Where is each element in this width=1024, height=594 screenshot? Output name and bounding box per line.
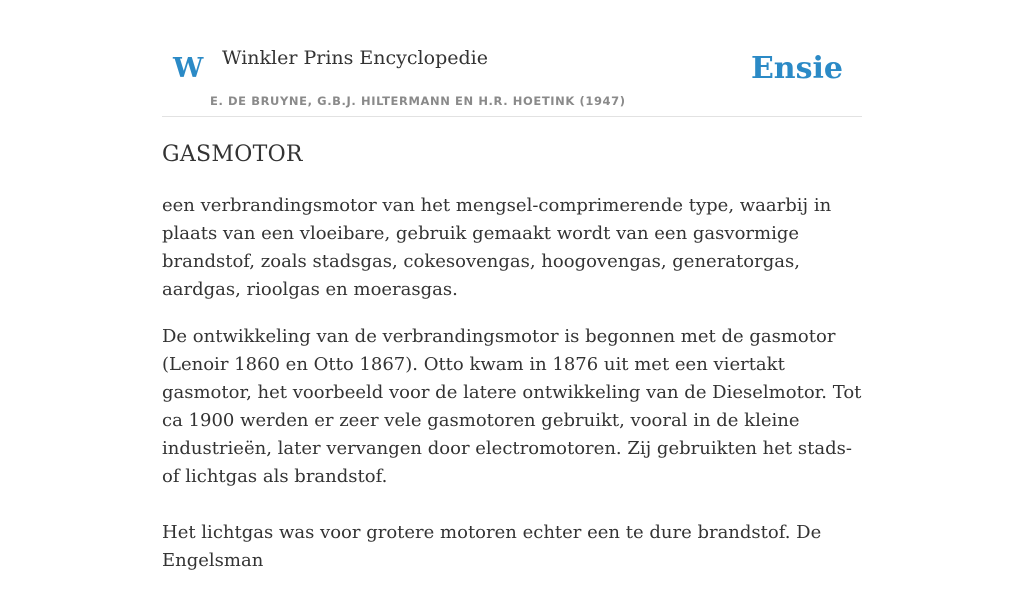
entry-paragraph: De ontwikkeling van de verbrandingsmotor is begonnen met de gasmotor (Lenoir 1860 en Otto 1867). Otto kwam in 1876 uit met een viertakt gasmotor, het voorbeeld voor de latere ontwikkeling van de Dieselmotor. Tot ca 1900 werden er zeer vele gasmotoren gebruikt, vooral in de kleine industrieën, later vervangen door electromotoren. Zij gebruikten het stads- of lichtgas als brandstof.: [162, 326, 862, 487]
source-authors: E. DE BRUYNE, G.B.J. HILTERMANN EN H.R. HOETINK (1947): [210, 94, 626, 108]
entry-body: [162, 192, 862, 594]
source-title[interactable]: Winkler Prins Encyclopedie: [222, 47, 488, 69]
entry-title: GASMOTOR: [162, 142, 303, 167]
entry-paragraph: Het lichtgas was voor grotere motoren echter een te dure brandstof. De Engelsman: [162, 522, 822, 571]
page-container: [162, 0, 862, 571]
source-logo: W: [173, 53, 204, 84]
brand-logo-link[interactable]: Ensie: [750, 51, 843, 86]
entry-paragraph: een verbrandingsmotor van het mengsel-comprimerende type, waarbij in plaats van een vloeibare, gebruik gemaakt wordt van een gasvormige brandstof, zoals stadsgas, cokesovengas, hoogovengas, generatorgas, aardgas, rioolgas en moerasgas.: [162, 195, 832, 300]
source-header: [162, 0, 862, 117]
